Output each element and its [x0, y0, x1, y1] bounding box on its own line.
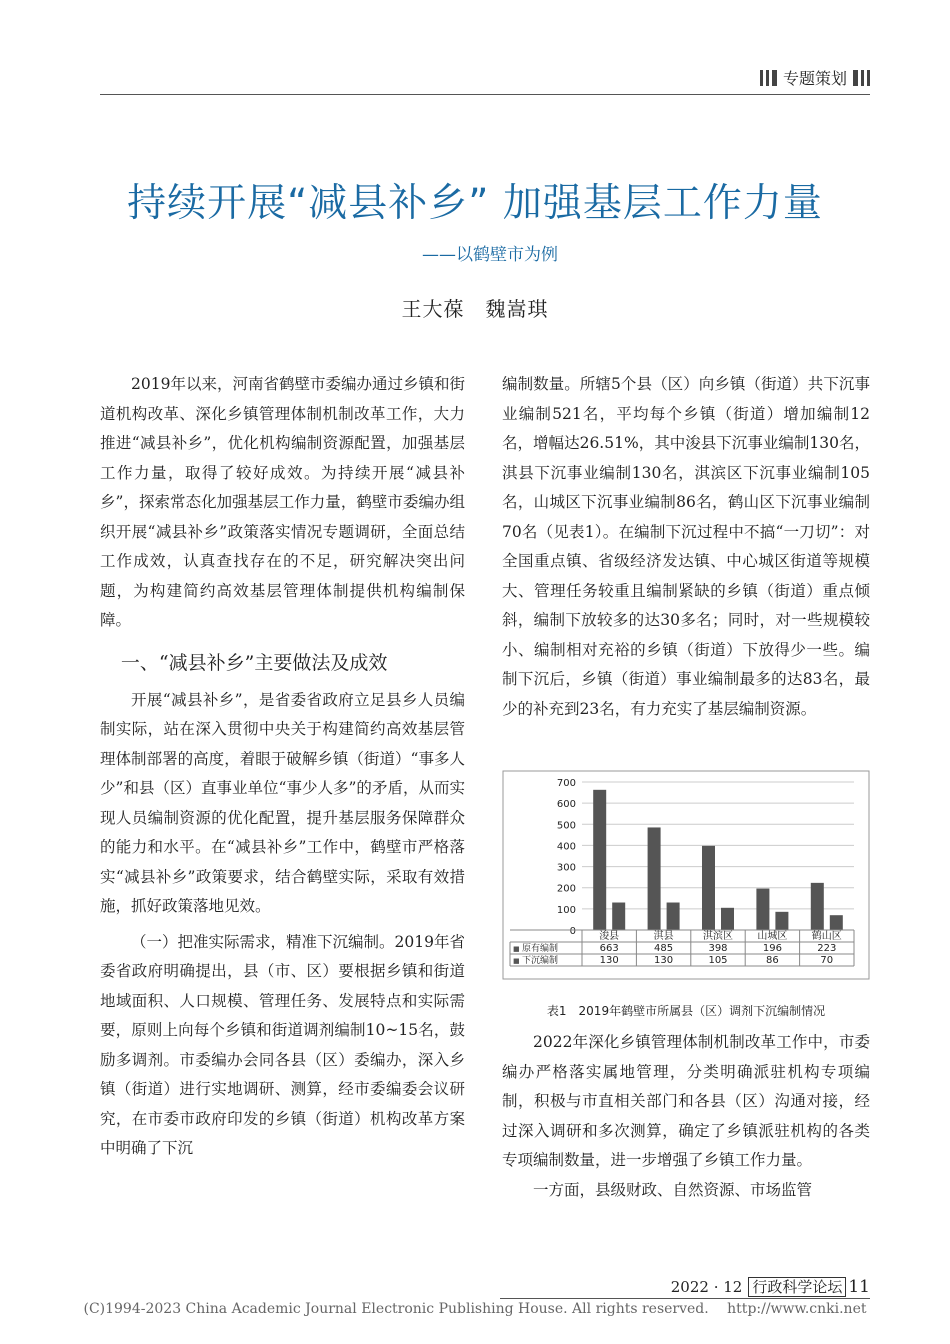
running-header	[100, 62, 870, 95]
right-column-bottom	[502, 1028, 870, 1205]
data-label-1-2: 105	[708, 955, 728, 966]
bar-0-3	[756, 889, 769, 930]
paragraph-2: 开展“减县补乡”，是省委省政府立足县乡人员编制实际，站在深入贯彻中央关于构建简约高效基层管理体制部署的高度，着眼于破解乡镇（街道）“事多人少”和县（区）直事业单位“事少人多”的矛盾，从而实现人员编制资源的优化配置，提升基层服务保障群众的能力和水平。在“减县补乡”工作中，鹤壁市严格落实“减县补乡”政策要求，结合鹤壁实际，采取有效措施，抓好政策落地见效。	[100, 690, 465, 915]
y-tick-label-6: 600	[556, 799, 576, 811]
bar-0-4	[811, 883, 824, 930]
category-label-4: 鹤山区	[811, 931, 842, 942]
page-number: 11	[848, 1277, 870, 1297]
header-bars-right	[853, 70, 870, 86]
data-label-0-3: 196	[762, 943, 782, 954]
bar-1-3	[775, 912, 788, 930]
chart-caption: 表1 2019年鹤壁市所属县（区）调剂下沉编制情况	[546, 1004, 826, 1018]
data-label-0-1: 485	[654, 943, 674, 954]
journal-name: 行政科学论坛	[748, 1277, 846, 1297]
y-tick-label-2: 200	[556, 883, 576, 895]
paragraph-3: （一）把准实际需求，精准下沉编制。2019年省委省政府明确提出，县（市、区）要根据乡镇和街道地域面积、人口规模、管理任务、发展特点和实际需要，原则上向每个乡镇和街道调剂编制10~15名，鼓励多调剂。市委编办会同各县（区）委编办，深入乡镇（街道）进行实地调研、测算，经市委编委会议研究，在市委市政府印发的乡镇（街道）机构改革方案中明确了下沉	[100, 932, 465, 1157]
category-label-2: 淇滨区	[703, 931, 733, 942]
y-tick-label-7: 700	[556, 778, 576, 789]
article-title: 持续开展“减县补乡” 加强基层工作力量	[127, 181, 823, 226]
left-column	[100, 370, 465, 1164]
right-paragraph-3: 一方面，县级财政、自然资源、市场监管	[533, 1180, 813, 1199]
y-tick-label-1: 100	[556, 904, 576, 916]
legend-marker-0: ■	[513, 945, 520, 953]
copyright-notice: (C)1994-2023 China Academic Journal Electronic Publishing House. All rights reserved. http://www.cnki.net	[83, 1301, 867, 1317]
section-label: 专题策划	[782, 69, 847, 88]
bar-0-0	[593, 790, 606, 930]
legend-marker-1: ■	[513, 957, 520, 965]
article-subtitle: ——以鹤壁市为例	[422, 245, 558, 265]
section-tag	[760, 66, 870, 89]
y-tick-label-3: 300	[556, 862, 576, 874]
bar-1-0	[612, 903, 625, 930]
bar-1-2	[721, 908, 734, 930]
data-label-1-1: 130	[654, 955, 674, 966]
bar-0-1	[648, 827, 661, 930]
data-label-0-0: 663	[599, 943, 619, 954]
bar-chart	[502, 770, 870, 980]
page-footer	[500, 1276, 870, 1299]
y-tick-label-5: 500	[556, 820, 576, 832]
y-tick-label-4: 400	[556, 841, 576, 853]
data-label-1-3: 86	[766, 955, 779, 966]
data-label-0-4: 223	[817, 943, 837, 954]
right-column-top	[502, 370, 870, 724]
y-tick-label-0: 0	[569, 926, 576, 937]
bar-1-1	[667, 903, 680, 930]
data-label-1-4: 70	[820, 955, 834, 966]
intro-paragraph: 2019年以来，河南省鹤壁市委编办通过乡镇和街道机构改革、深化乡镇管理体制机制改革工作，大力推进“减县补乡”，优化机构编制资源配置，加强基层工作力量，取得了较好成效。为持续开展“减县补乡”，探索常态化加强基层工作力量，鹤壁市委编办组织开展“减县补乡”政策落实情况专题调研，全面总结工作成效，认真查找存在的不足，研究解决突出问题，为构建简约高效基层管理体制提供机构编制保障。	[100, 375, 465, 629]
article-authors: 王大葆 魏嵩琪	[401, 297, 549, 321]
legend-label-0: 原有编制	[522, 944, 559, 954]
legend-label-1: 下沉编制	[522, 956, 559, 966]
section-heading-1: 一、“减县补乡”主要做法及成效	[120, 651, 388, 674]
category-label-3: 山城区	[757, 931, 788, 942]
data-label-0-2: 398	[708, 943, 728, 954]
category-label-0: 浚县	[599, 931, 620, 942]
issue-date: 2022 · 12	[670, 1278, 743, 1296]
data-label-1-0: 130	[599, 955, 619, 966]
header-bars-left	[760, 70, 777, 86]
right-paragraph-2: 2022年深化乡镇管理体制机制改革工作中，市委编办严格落实属地管理，分类明确派驻机构专项编制，积极与市直相关部门和各县（区）沟通对接，经过深入调研和多次测算，确定了乡镇派驻机构的各类专项编制数量，进一步增强了乡镇工作力量。	[502, 1033, 870, 1169]
right-paragraph-1: 编制数量。所辖5个县（区）向乡镇（街道）共下沉事业编制521名，平均每个乡镇（街道）增加编制12名，增幅达26.51%，其中浚县下沉事业编制130名，淇县下沉事业编制130名，淇滨区下沉事业编制105名，山城区下沉事业编制86名，鹤山区下沉事业编制70名（见表1）。在编制下沉过程中不搞“一刀切”：对全国重点镇、省级经济发达镇、中心城区街道等规模大、管理任务较重且编制紧缺的乡镇（街道）重点倾斜，编制下放较多的达30多名；同时，对一些规模较小、编制相对充裕的乡镇（街道）下放得少一些。编制下沉后，乡镇（街道）事业编制最多的达83名，最少的补充到23名，有力充实了基层编制资源。	[502, 375, 870, 718]
chart-svg	[502, 770, 870, 980]
bar-0-2	[702, 846, 715, 930]
category-label-1: 淇县	[653, 931, 674, 942]
bar-1-4	[830, 915, 843, 930]
